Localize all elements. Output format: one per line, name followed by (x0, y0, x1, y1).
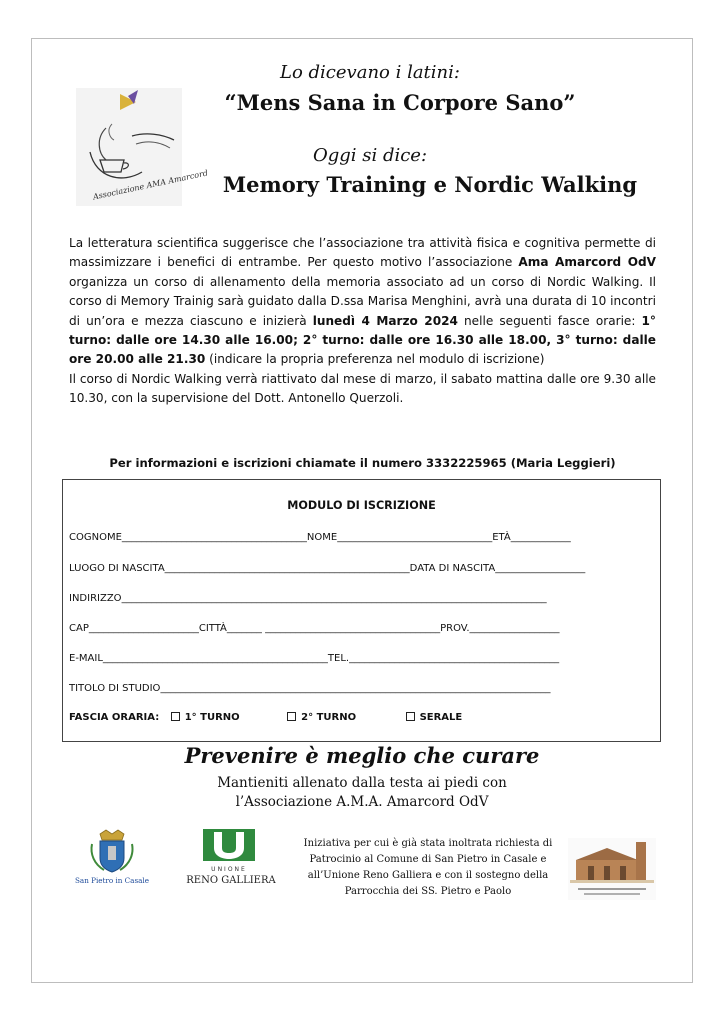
patrocinio-line-4: Parrocchia dei SS. Pietro e Paolo (344, 886, 512, 897)
body-p1c: nelle seguenti fasce orarie: (457, 313, 642, 328)
form-row-birth (69, 563, 649, 574)
body-p1a: La letteratura scientifica suggerisce che l’associazione tra attività fisica e cognitiva permette di massimizzare i benefici di entrambe. Per questo motivo l’associazione (69, 236, 656, 270)
option-1-turno[interactable] (171, 712, 240, 723)
luogo-field[interactable]: _________________________________________________ (164, 563, 410, 574)
info-line: Per informazioni e iscrizioni chiamate il numero 3332225965 (Maria Leggieri) (109, 456, 616, 470)
ama-logo-text: Associazione AMA Amarcord (92, 168, 209, 202)
option-2-label: 2° TURNO (301, 712, 357, 723)
intro-line-1: Lo dicevano i latini: (280, 62, 460, 83)
san-pietro-label: San Pietro in Casale (75, 876, 149, 885)
intro-line-2: Oggi si dice: (312, 145, 428, 166)
body-p1b: organizza un corso di allenamento della memoria associato ad un corso di Nordic Walking. Il corso di Memory Trainig sarà guidato dalla D.ssa Marisa Menghini, avrà una durata di 10 incontri di un’ora e mezza ciascuno e inizierà (69, 274, 656, 328)
email-field[interactable]: _____________________________________________ (102, 653, 328, 664)
reno-galliera-logo (172, 826, 290, 886)
unione-label: UNIONE (211, 866, 247, 873)
option-3-label: SERALE (419, 712, 463, 723)
titolo-label: TITOLO DI STUDIO (69, 683, 161, 694)
cognome-label: COGNOME (69, 532, 122, 543)
cap-field[interactable]: ______________________ (88, 623, 199, 634)
form-row-address (69, 593, 649, 604)
eta-label: ETÀ (492, 532, 511, 543)
checkbox-2-turno[interactable] (287, 712, 296, 721)
fascia-label: FASCIA ORARIA: (69, 712, 160, 723)
patrocinio-text (300, 836, 556, 900)
motto: “Mens Sana in Corpore Sano” (224, 90, 576, 115)
form-row-fascia (69, 712, 649, 723)
checkbox-1-turno[interactable] (171, 712, 180, 721)
body-text (69, 234, 656, 409)
patrocinio-line-2: Patrocinio al Comune di San Pietro in Casale e (309, 854, 547, 865)
san-pietro-crest-logo (70, 830, 154, 886)
patrocinio-line-1: Iniziativa per cui è già stata inoltrata richiesta di (303, 838, 553, 849)
citta-label: CITTÀ (198, 623, 227, 634)
form-row-city (69, 623, 649, 634)
eta-field[interactable]: ____________ (510, 532, 571, 543)
body-p2: Il corso di Nordic Walking verrà riattivato dal mese di marzo, il sabato mattina dalle ore 9.30 alle 10.30, con la supervisione del Dott. Antonello Querzoli. (69, 371, 656, 406)
body-start-date: lunedì 4 Marzo 2024 (312, 313, 458, 328)
slogan: Prevenire è meglio che curare (184, 743, 540, 768)
email-label: E-MAIL (69, 653, 103, 664)
tel-field[interactable]: __________________________________________ (349, 653, 560, 664)
prov-label: PROV. (440, 623, 470, 634)
subtitle-2: l’Associazione A.M.A. Amarcord OdV (235, 794, 489, 810)
cognome-field[interactable]: _____________________________________ (121, 532, 307, 543)
page-title: Memory Training e Nordic Walking (222, 172, 638, 197)
citta-field[interactable]: _______ ___________________________________ (226, 623, 441, 634)
titolo-field[interactable]: ______________________________________________________________________________ (160, 683, 551, 694)
checkbox-serale[interactable] (406, 712, 415, 721)
data-nascita-field[interactable]: __________________ (495, 563, 586, 574)
tel-label: TEL. (327, 653, 350, 664)
reno-galliera-label: RENO GALLIERA (186, 875, 276, 886)
body-assoc: Ama Amarcord OdV (518, 255, 656, 270)
form-row-contact (69, 653, 649, 664)
parrocchia-logo (568, 838, 656, 900)
option-serale[interactable] (406, 712, 463, 723)
form-row-name (69, 532, 649, 543)
indirizzo-field[interactable]: _____________________________________________________________________________________ (121, 593, 547, 604)
form-title: MODULO DI ISCRIZIONE (287, 499, 436, 512)
option-2-turno[interactable] (287, 712, 356, 723)
data-nascita-label: DATA DI NASCITA (409, 563, 496, 574)
nome-label: NOME (306, 532, 338, 543)
indirizzo-label: INDIRIZZO (69, 593, 122, 604)
patrocinio-line-3: all’Unione Reno Galliera e con il sostegno della (307, 870, 549, 881)
luogo-label: LUOGO DI NASCITA (69, 563, 165, 574)
option-1-label: 1° TURNO (184, 712, 240, 723)
body-p1d: (indicare la propria preferenza nel modulo di iscrizione) (205, 352, 545, 367)
cap-label: CAP (69, 623, 89, 634)
registration-form (62, 479, 661, 742)
subtitle-1: Mantieniti allenato dalla testa ai piedi con (217, 775, 507, 791)
prov-field[interactable]: __________________ (469, 623, 560, 634)
form-row-study (69, 683, 649, 694)
body-turni: 1° turno: dalle ore 14.30 alle 16.00; 2° turno: dalle ore 16.30 alle 18.00, 3° turno: dalle ore 20.00 alle 21.30 (69, 313, 656, 367)
nome-field[interactable]: _______________________________ (337, 532, 493, 543)
